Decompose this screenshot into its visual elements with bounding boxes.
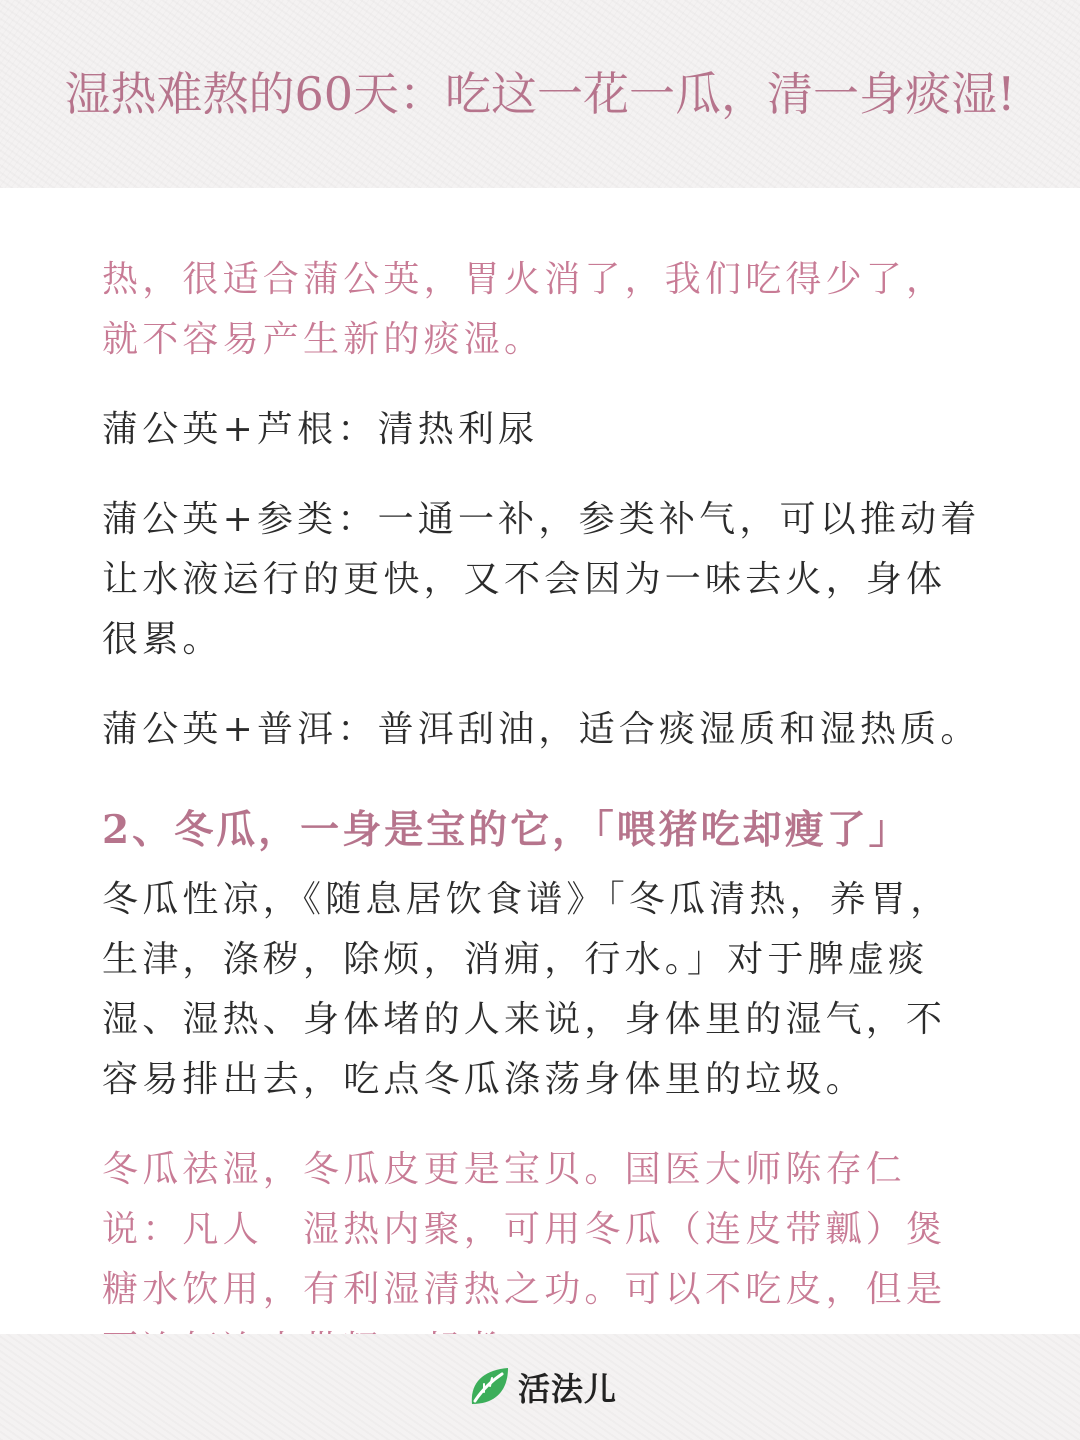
paragraph-combo-shen: 蒲公英+参类：一通一补，参类补气，可以推动着让水液运行的更快，又不会因为一味去火，身体很累。 [102, 499, 981, 660]
header-banner [0, 0, 1080, 188]
section-heading-donggua: 2、冬瓜，一身是宝的它，「喂猪吃却瘦了」 [102, 807, 911, 853]
footer-bar [0, 1334, 1080, 1440]
paragraph-donggua: 冬瓜性凉，《随息居饮食谱》「冬瓜清热，养胃，生津，涤秽，除烦，消痈，行水。」对于脾虚痰湿、湿热、身体堵的人来说，身体里的湿气，不容易排出去，吃点冬瓜涤荡身体里的垃圾。 [102, 879, 951, 1100]
brand-name: 活法儿 [518, 1370, 618, 1408]
article-body [102, 250, 982, 1380]
brand-logo [466, 1362, 617, 1412]
paragraph-donggua-pi: 冬瓜祛湿，冬瓜皮更是宝贝。国医大师陈存仁说：凡人 湿热内聚，可用冬瓜（连皮带瓤）煲糖水饮用，有利湿清热之功。可以不吃皮，但是 [102, 1149, 947, 1310]
page-title: 湿热难熬的60天：吃这一花一瓜，清一身痰湿! [64, 67, 1016, 121]
paragraph-combo-puer: 蒲公英+普洱：普洱刮油，适合痰湿质和湿热质。 [102, 709, 981, 750]
leaf-icon [466, 1364, 512, 1410]
paragraph-intro: 热，很适合蒲公英，胃火消了，我们吃得少了，就不容易产生新的痰湿。 [102, 259, 947, 360]
paragraph-combo-lugen: 蒲公英+芦根：清热利尿 [102, 409, 539, 450]
